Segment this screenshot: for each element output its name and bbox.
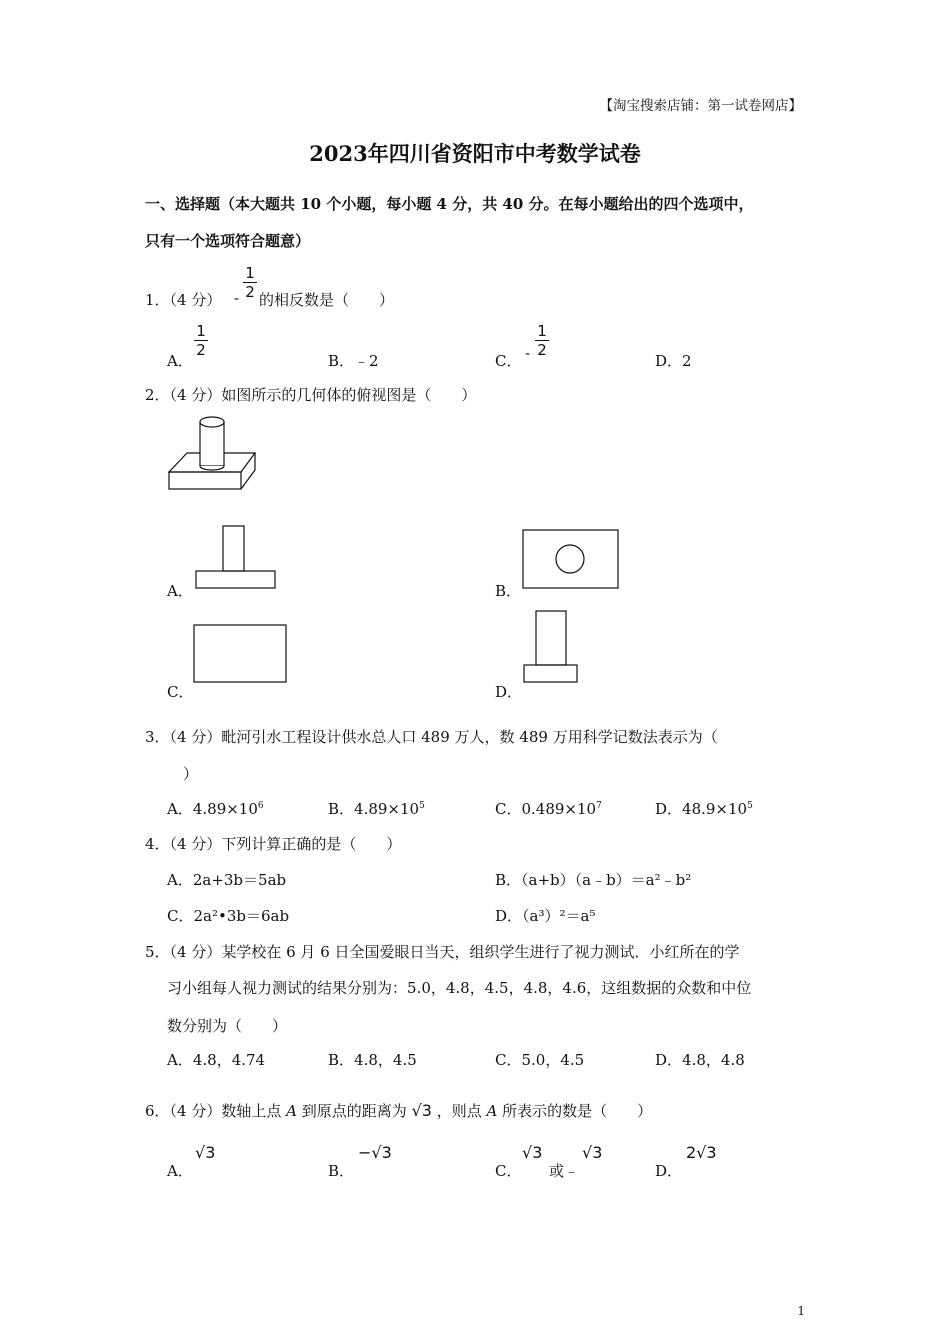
q2-option-a-figure: [195, 525, 277, 590]
q5-line3: 数分别为（ ）: [167, 1017, 288, 1035]
q2-option-b-figure: [522, 529, 620, 590]
q1-option-d: D．2: [655, 352, 692, 370]
q1-option-a-fraction: [194, 323, 208, 358]
q3-option-c: [495, 798, 602, 819]
q5-option-a: A．4.8，4.74: [167, 1051, 266, 1069]
q5-line1: 5．（4 分）某学校在 6 月 6 日全国爱眼日当天，组织学生进行了视力测试．小红所在的学: [145, 943, 740, 961]
q3-line2: ）: [183, 765, 199, 783]
q6-post: ，则点: [436, 1102, 482, 1120]
q2-solid-figure: [165, 412, 260, 494]
q3-b-exp: 5: [419, 801, 425, 811]
q6-option-b: B．: [328, 1162, 355, 1180]
q3-d-exp: 5: [747, 801, 753, 811]
q1-minus: -: [234, 289, 240, 307]
q3-c-exp: 7: [596, 801, 602, 811]
q6-post2: 所表示的数是（ ）: [502, 1102, 653, 1120]
q3-option-a: [167, 798, 264, 819]
q1-option-c-fraction: [535, 323, 549, 358]
q5-option-d: D．4.8，4.8: [655, 1051, 745, 1069]
q6-point-a: A: [286, 1102, 297, 1120]
q2-text: 2．（4 分）如图所示的几何体的俯视图是（ ）: [145, 386, 477, 404]
q1-option-a: A．: [167, 352, 193, 370]
q1-c-den: 2: [537, 341, 547, 359]
section-heading-line1: 一、选择题（本大题共 10 个小题，每小题 4 分，共 40 分。在每小题给出的四个选项中，: [145, 195, 754, 213]
q3-line1: 3．（4 分）毗河引水工程设计供水总人口 489 万人，数 489 万用科学记数法表示为（: [145, 728, 718, 746]
q5-line2: 习小组每人视力测试的结果分别为：5.0，4.8，4.5，4.8，4.6，这组数据的众数和中位: [167, 979, 752, 997]
q2-option-d: D．: [495, 683, 523, 701]
q3-a-exp: 6: [257, 801, 264, 811]
q6-option-c-value1: √3: [522, 1143, 543, 1162]
q4-text: 4．（4 分）下列计算正确的是（ ）: [145, 835, 402, 853]
q6-pre: 6．（4 分）数轴上点: [145, 1102, 282, 1120]
page-title: 2023年四川省资阳市中考数学试卷: [309, 141, 641, 166]
q3-option-b: [328, 798, 425, 819]
page-number: 1: [797, 1304, 805, 1318]
q6-option-d-value: 2√3: [686, 1143, 717, 1162]
q2-option-c-figure: [193, 624, 288, 684]
q6-mid: 到原点的距离为: [301, 1102, 407, 1120]
q1-fraction: [243, 265, 257, 300]
q6-option-a: A．: [167, 1162, 193, 1180]
q3-a-text: A．4.89×10: [167, 800, 258, 818]
q3-option-d: [655, 798, 753, 819]
q2-option-b: B．: [495, 582, 522, 600]
q4-option-b: B．（a+b）（a﹣b）＝a²﹣b²: [495, 871, 692, 889]
q6-option-a-value: √3: [195, 1143, 216, 1162]
q1-number: 1．（4 分）: [145, 291, 222, 309]
q1-a-den: 2: [196, 341, 206, 359]
q2-option-d-figure: [522, 610, 580, 684]
q6-point-a-2: A: [486, 1102, 498, 1120]
q1-c-num: 1: [537, 322, 547, 340]
q1-frac-den: 2: [245, 283, 255, 301]
shop-header: 【淘宝搜索店铺：第一试卷网店】: [599, 98, 802, 114]
q5-option-c: C．5.0，4.5: [495, 1051, 585, 1069]
q1-c-minus: -: [525, 344, 531, 362]
q6-option-b-value: −√3: [358, 1143, 392, 1162]
q1-frac-num: 1: [245, 264, 255, 282]
q4-option-d: D．（a³）²＝a⁵: [495, 907, 596, 925]
q1-text: 的相反数是（ ）: [259, 291, 395, 309]
q3-b-text: B．4.89×10: [328, 800, 420, 818]
q6-option-c-value2: √3: [582, 1143, 603, 1162]
q3-c-text: C．0.489×10: [495, 800, 597, 818]
q1-a-num: 1: [196, 322, 206, 340]
q2-option-c: C．: [167, 683, 194, 701]
q6-option-c-or: 或﹣: [549, 1162, 580, 1180]
q1-option-c: C．: [495, 352, 522, 370]
q1-option-b: B．﹣2: [328, 352, 379, 370]
q4-option-a: A．2a+3b＝5ab: [167, 871, 287, 889]
section-heading-line2: 只有一个选项符合题意）: [145, 232, 311, 250]
q4-option-c: C．2a²•3b＝6ab: [167, 907, 290, 925]
q6-option-c: C．: [495, 1162, 522, 1180]
q6-text: [145, 1100, 652, 1121]
q5-option-b: B．4.8，4.5: [328, 1051, 417, 1069]
q6-sqrt3: √3: [411, 1101, 432, 1120]
q2-option-a: A．: [167, 582, 193, 600]
q3-d-text: D．48.9×10: [655, 800, 748, 818]
q6-option-d: D．: [655, 1162, 683, 1180]
